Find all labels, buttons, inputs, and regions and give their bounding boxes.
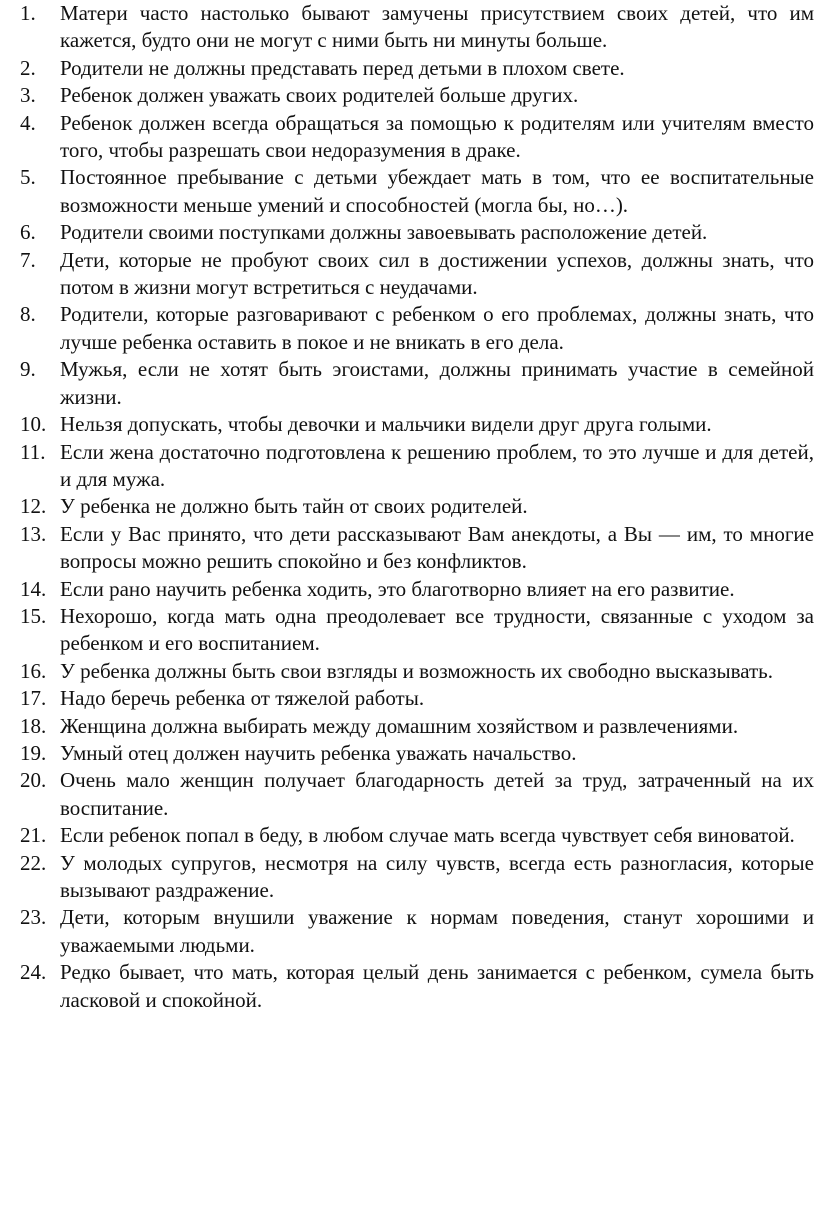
list-item xyxy=(20,55,814,82)
item-text: Нельзя допускать, чтобы девочки и мальчики видели друг друга голыми. xyxy=(60,412,712,437)
item-number: 10. xyxy=(20,412,47,437)
list-item xyxy=(20,110,814,165)
item-number: 14. xyxy=(20,576,47,601)
item-text: Мужья, если не хотят быть эгоистами, должны принимать участие в семейной жизни. xyxy=(60,357,814,409)
item-number: 17. xyxy=(20,686,47,711)
list-item xyxy=(20,439,814,494)
item-text: Матери часто настолько бывают замучены присутствием своих детей, что им кажется, будто они не могут с ними быть ни минуты больше. xyxy=(60,1,814,53)
item-number: 15. xyxy=(20,603,47,628)
item-number: 13. xyxy=(20,521,47,546)
list-item xyxy=(20,82,814,109)
list-item xyxy=(20,685,814,712)
item-number: 11. xyxy=(20,439,46,464)
list-item xyxy=(20,959,814,1014)
item-number: 1. xyxy=(20,1,36,25)
item-text: У ребенка должны быть свои взгляды и возможность их свободно высказывать. xyxy=(60,658,774,683)
list-item xyxy=(20,301,814,356)
item-text: Постоянное пребывание с детьми убеждает мать в том, что ее воспитательные возможности меньше умений и способностей (могла бы, но…). xyxy=(60,165,814,217)
item-text: Если рано научить ребенка ходить, это благотворно влияет на его развитие. xyxy=(60,576,735,601)
list-item xyxy=(20,658,814,685)
list-item xyxy=(20,603,814,658)
list-item xyxy=(20,713,814,740)
item-text: Дети, которым внушили уважение к нормам поведения, станут хорошими и уважаемыми людьми. xyxy=(60,905,814,957)
item-text: Родители не должны представать перед детьми в плохом свете. xyxy=(60,55,625,80)
item-text: У ребенка не должно быть тайн от своих родителей. xyxy=(60,494,528,519)
list-item xyxy=(20,356,814,411)
item-text: Нехорошо, когда мать одна преодолевает все трудности, связанные с уходом за ребенком и его воспитанием. xyxy=(60,603,814,656)
item-number: 4. xyxy=(20,110,36,135)
item-number: 2. xyxy=(20,55,36,80)
list-item xyxy=(20,576,814,603)
item-number: 12. xyxy=(20,494,47,519)
list-item xyxy=(20,521,814,576)
item-text: Родители своими поступками должны завоевывать расположение детей. xyxy=(60,220,708,245)
item-text: Надо беречь ребенка от тяжелой работы. xyxy=(60,686,425,711)
item-number: 23. xyxy=(20,905,47,930)
item-number: 8. xyxy=(20,302,36,327)
item-number: 6. xyxy=(20,220,36,245)
item-text: Если жена достаточно подготовлена к решению проблем, то это лучше и для детей, и для мужа. xyxy=(60,439,814,491)
item-text: Если у Вас принято, что дети рассказывают Вам анекдоты, а Вы — им, то многие вопросы можно решить спокойно и без конфликтов. xyxy=(60,521,814,574)
item-text: Ребенок должен всегда обращаться за помощью к родителям или учителям вместо того, чтобы разрешать свои недоразумения в драке. xyxy=(60,110,814,163)
list-item xyxy=(20,247,814,302)
item-number: 19. xyxy=(20,740,47,765)
item-number: 18. xyxy=(20,713,47,738)
item-number: 16. xyxy=(20,658,47,683)
item-number: 20. xyxy=(20,768,47,793)
item-number: 7. xyxy=(20,247,36,272)
item-text: Ребенок должен уважать своих родителей больше других. xyxy=(60,83,579,108)
item-text: Женщина должна выбирать между домашним хозяйством и развлечениями. xyxy=(60,713,739,738)
item-number: 24. xyxy=(20,960,47,985)
list-item xyxy=(20,493,814,520)
item-text: Дети, которые не пробуют своих сил в достижении успехов, должны знать, что потом в жизни могут встретиться с неудачами. xyxy=(60,247,814,300)
item-number: 22. xyxy=(20,850,47,875)
item-text: Если ребенок попал в беду, в любом случае мать всегда чувствует себя виноватой. xyxy=(60,823,795,848)
list-item xyxy=(20,767,814,822)
item-number: 21. xyxy=(20,823,47,848)
list-item xyxy=(20,850,814,905)
item-number: 5. xyxy=(20,165,36,190)
list-item xyxy=(20,822,814,849)
item-text: Родители, которые разговаривают с ребенком о его проблемах, должны знать, что лучше ребенка оставить в покое и не вникать в его дела. xyxy=(60,302,814,354)
list-item xyxy=(20,219,814,246)
list-item xyxy=(20,164,814,219)
item-text: Умный отец должен научить ребенка уважать начальство. xyxy=(60,740,577,765)
list-item xyxy=(20,740,814,767)
item-text: Редко бывает, что мать, которая целый день занимается с ребенком, сумела быть ласковой и спокойной. xyxy=(60,960,814,1012)
numbered-statement-list xyxy=(20,0,814,1014)
list-item xyxy=(20,411,814,438)
item-text: У молодых супругов, несмотря на силу чувств, всегда есть разногласия, которые вызывают раздражение. xyxy=(60,850,814,902)
item-number: 3. xyxy=(20,83,36,108)
item-text: Очень мало женщин получает благодарность детей за труд, затраченный на их воспитание. xyxy=(60,768,814,820)
item-number: 9. xyxy=(20,357,36,382)
list-item xyxy=(20,904,814,959)
list-item xyxy=(20,0,814,55)
